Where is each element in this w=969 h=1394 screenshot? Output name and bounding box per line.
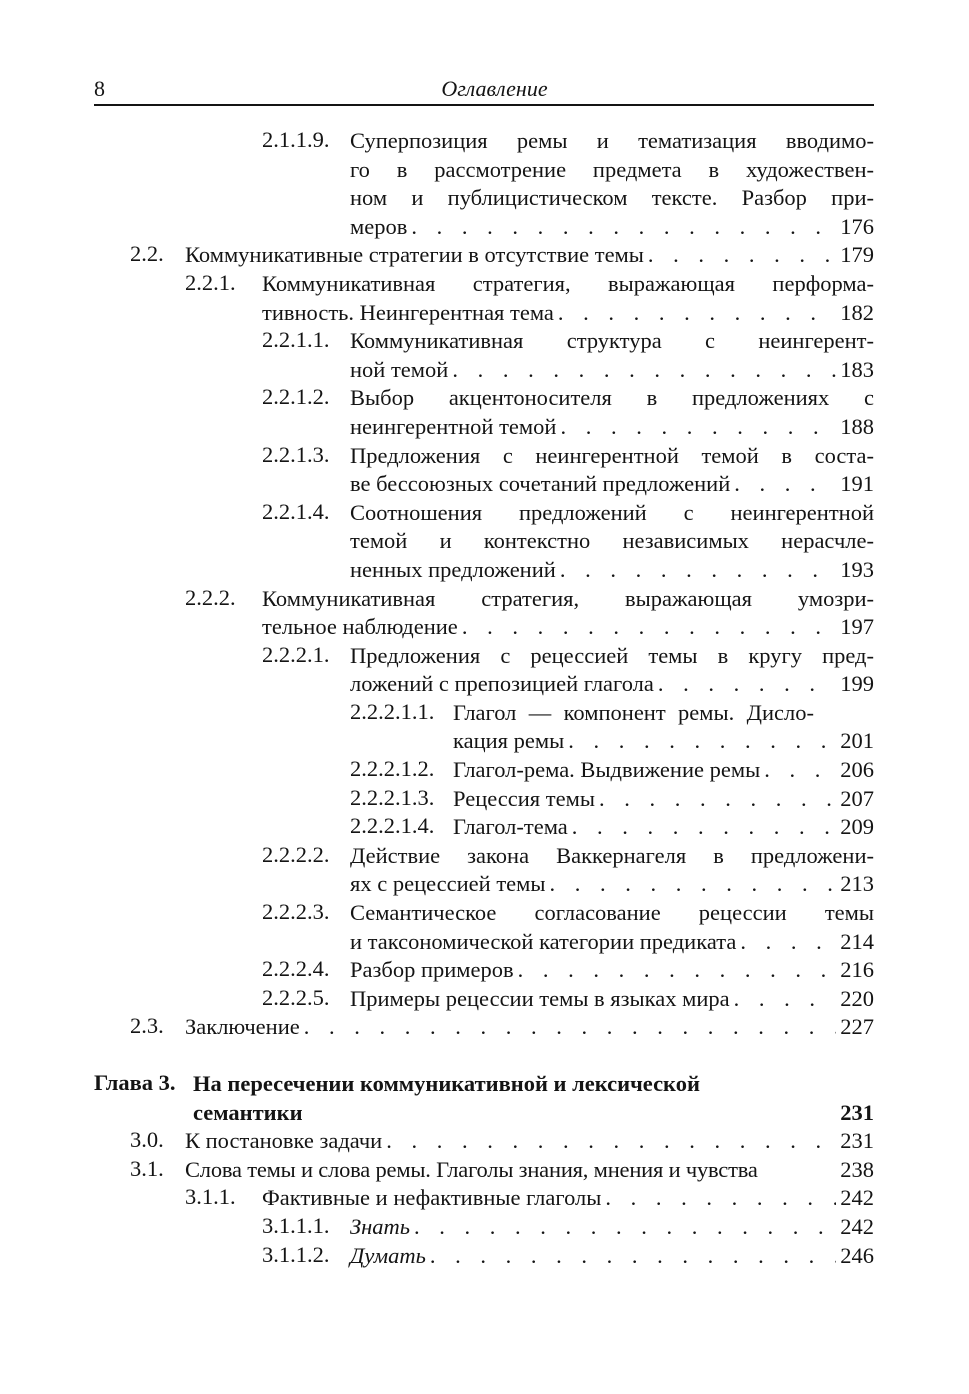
toc-entry-2-2-2-2 — [0, 842, 969, 899]
toc-page-number: 191 — [840, 471, 874, 497]
toc-entry-last-line — [185, 1013, 874, 1042]
dot-leader — [462, 613, 836, 642]
toc-entry-text: Глагол-рема. Выдвижение ремы — [453, 757, 761, 783]
toc-entry-text-line: Глагол — компонент ремы. Дисло- — [453, 699, 814, 725]
toc-entry-last-line — [350, 928, 874, 957]
toc-entry-number: 2.2.2.5. — [262, 984, 330, 1010]
toc-entry-text-line: Предложения с неингерентной темой в соста- — [350, 442, 874, 468]
toc-entry-number: 3.1.1.2. — [262, 1241, 330, 1267]
toc-entry-number: 2.2.1.3. — [262, 441, 330, 467]
dot-leader — [648, 241, 836, 270]
toc-entry-last-line — [350, 356, 874, 385]
toc-entry-text: ложений с препозицией глагола — [350, 671, 654, 697]
toc-entry-2-2-2-5 — [0, 985, 969, 1014]
dot-leader — [558, 299, 836, 328]
toc-entry-3-1-1-2 — [0, 1242, 969, 1271]
toc-entry-text: Знать — [350, 1213, 411, 1239]
toc-page-number: 206 — [840, 757, 874, 783]
toc-page-number: 188 — [840, 413, 874, 439]
toc-entry-text-line: ном и публицистическом тексте. Разбор при- — [350, 185, 874, 211]
toc-entry-number: 3.1.1.1. — [262, 1212, 330, 1238]
toc-entry-number: 2.2.2.1. — [262, 641, 330, 667]
toc-entry-number: 2.2.2.1.1. — [350, 698, 435, 724]
toc-entry-number: 2.2.2.4. — [262, 956, 330, 982]
toc-entry-2-2-1 — [0, 270, 969, 327]
toc-page-number: 199 — [840, 671, 874, 697]
toc-entry-text: Разбор примеров — [350, 957, 514, 983]
toc-entry-number: 2.2.2.3. — [262, 899, 330, 925]
toc-entry-text: Фактивные и нефактивные глаголы — [262, 1185, 602, 1211]
dot-leader — [658, 670, 836, 699]
toc-entry-last-line — [350, 556, 874, 585]
toc-entry-2-2-1-2 — [0, 384, 969, 441]
toc-page-number: 179 — [840, 242, 874, 268]
toc-entry-number: 2.2.2.2. — [262, 841, 330, 867]
toc-entry-3-1 — [0, 1156, 969, 1185]
toc-entry-2-1-1-9 — [0, 127, 969, 241]
toc-entry-2-2-2 — [0, 585, 969, 642]
toc-entry-last-line — [350, 956, 874, 985]
toc-entry-last-line — [453, 727, 874, 756]
toc-entry-text-line: темой и контекстно независимых нерасчле- — [350, 528, 874, 554]
dot-leader — [560, 556, 836, 585]
toc-page-number: 182 — [840, 299, 874, 325]
table-of-contents — [0, 127, 969, 1270]
dot-leader — [572, 813, 836, 842]
toc-entry-last-line — [350, 1213, 874, 1242]
dot-leader — [550, 870, 837, 899]
dot-leader — [568, 727, 836, 756]
toc-entry-number: 2.2.2. — [185, 584, 236, 610]
toc-entry-last-line — [350, 870, 874, 899]
toc-page-number: 220 — [840, 985, 874, 1011]
chapter-title-line: На пересечении коммуникативной и лексической — [193, 1071, 700, 1096]
toc-page-number: 209 — [840, 814, 874, 840]
toc-page-number: 197 — [840, 614, 874, 640]
toc-entry-2-3 — [0, 1013, 969, 1042]
dot-leader — [452, 356, 836, 385]
toc-entry-2-2 — [0, 241, 969, 270]
toc-page-number: 183 — [840, 356, 874, 382]
toc-entry-number: 2.2.1.2. — [262, 384, 330, 410]
chapter-title-last-line — [193, 1099, 874, 1128]
dot-leader — [386, 1127, 836, 1156]
toc-entry-last-line — [453, 813, 874, 842]
toc-page-number: 207 — [840, 785, 874, 811]
dot-leader — [734, 985, 837, 1014]
toc-page-number: 214 — [840, 928, 874, 954]
toc-entry-text-line: го в рассмотрение предмета в художествен- — [350, 156, 874, 182]
dot-leader — [304, 1013, 837, 1042]
toc-page-number: 201 — [840, 728, 874, 754]
toc-entry-last-line — [453, 756, 874, 785]
toc-entry-3-1-1 — [0, 1184, 969, 1213]
toc-entry-text-line: Коммуникативная стратегия, выражающая перформа- — [262, 270, 874, 296]
chapter-page-number: 231 — [840, 1099, 874, 1125]
chapter-title-text: семантики — [193, 1099, 303, 1125]
toc-entry-text-line: Соотношения предложений с неингерентной — [350, 499, 874, 525]
toc-entry-3-1-1-1 — [0, 1213, 969, 1242]
toc-entry-2-2-2-1-4 — [0, 813, 969, 842]
toc-entry-last-line — [350, 670, 874, 699]
toc-entry-2-2-2-1-1 — [0, 699, 969, 756]
dot-leader — [740, 928, 836, 957]
toc-page-number: 193 — [840, 556, 874, 582]
toc-entry-number: 2.2.1.1. — [262, 327, 330, 353]
toc-entry-text: ях с рецессией темы — [350, 871, 546, 897]
toc-entry-text-line: Семантическое согласование рецессии темы — [350, 900, 874, 926]
toc-entry-last-line — [350, 413, 874, 442]
toc-entry-2-2-2-1 — [0, 642, 969, 699]
toc-page-number: 238 — [840, 1156, 874, 1182]
dot-leader — [430, 1242, 836, 1271]
toc-entry-text: Глагол-тема — [453, 814, 568, 840]
section-gap — [0, 1042, 969, 1070]
dot-leader — [734, 470, 836, 499]
toc-entry-last-line — [262, 613, 874, 642]
toc-entry-text: Заключение — [185, 1014, 300, 1040]
toc-entry-2-2-2-4 — [0, 956, 969, 985]
toc-entry-text-line: Суперпозиция ремы и тематизация вводимо- — [350, 128, 874, 153]
chapter-label: Глава 3. — [94, 1070, 176, 1095]
toc-entry-text: тельное наблюдение — [262, 614, 458, 640]
toc-page-number: 231 — [840, 1128, 874, 1154]
dot-leader — [605, 1184, 836, 1213]
toc-entry-last-line — [185, 241, 874, 270]
toc-entry-number: 2.2.2.1.2. — [350, 756, 435, 782]
toc-entry-text-line: Выбор акцентоносителя в предложениях с — [350, 385, 874, 411]
toc-entry-number: 2.2.1.4. — [262, 498, 330, 524]
toc-entry-number: 2.2.2.1.3. — [350, 784, 435, 810]
toc-page-number: 242 — [840, 1185, 874, 1211]
toc-entry-text-line: Коммуникативная структура с неингерент- — [350, 328, 874, 354]
toc-entry-number: 3.1. — [130, 1155, 164, 1181]
dot-leader — [411, 213, 836, 242]
page-number: 8 — [94, 76, 105, 101]
toc-entry-text: и таксономической категории предиката — [350, 928, 737, 954]
toc-entry-text: кация ремы — [453, 728, 565, 754]
toc-entry-last-line — [185, 1156, 874, 1185]
toc-entry-text: ве бессоюзных сочетаний предложений — [350, 471, 731, 497]
toc-entry-number: 2.1.1.9. — [262, 127, 330, 152]
toc-page-number: 242 — [840, 1213, 874, 1239]
toc-entry-text: тивность. Неингерентная тема — [262, 299, 554, 325]
toc-entry-2-2-2-3 — [0, 899, 969, 956]
toc-page-number: 227 — [840, 1014, 874, 1040]
toc-entry-text: К постановке задачи — [185, 1128, 383, 1154]
dot-leader — [414, 1213, 836, 1242]
toc-entry-text-line: Действие закона Ваккернагеля в предложени- — [350, 842, 874, 868]
toc-entry-text: неингерентной темой — [350, 413, 557, 439]
toc-entry-2-2-1-3 — [0, 442, 969, 499]
toc-entry-number: 2.2. — [130, 241, 164, 267]
toc-entry-text: Коммуникативные стратегии в отсутствие темы — [185, 242, 644, 268]
toc-entry-last-line — [262, 1184, 874, 1213]
toc-entry-number: 2.2.1. — [185, 269, 236, 295]
toc-page-number: 216 — [840, 957, 874, 983]
toc-entry-text: Думать — [350, 1242, 426, 1268]
toc-entry-number: 2.3. — [130, 1013, 164, 1039]
toc-entry-text: Примеры рецессии темы в языках мира — [350, 985, 730, 1011]
dot-leader — [560, 413, 836, 442]
toc-page-number: 176 — [840, 213, 874, 239]
toc-entry-text: меров — [350, 213, 408, 239]
dot-leader — [764, 756, 836, 785]
toc-entry-last-line — [350, 470, 874, 499]
toc-page-number: 246 — [840, 1242, 874, 1268]
dot-leader — [518, 956, 837, 985]
toc-entry-2-2-2-1-3 — [0, 785, 969, 814]
toc-entry-last-line — [453, 785, 874, 814]
toc-entry-last-line — [350, 985, 874, 1014]
toc-entry-last-line — [262, 299, 874, 328]
toc-page-number: 213 — [840, 871, 874, 897]
toc-entry-number: 2.2.2.1.4. — [350, 813, 435, 839]
toc-entry-2-2-1-1 — [0, 327, 969, 384]
toc-entry-text-line: Коммуникативная стратегия, выражающая умозри- — [262, 585, 874, 611]
toc-entry-text: ненных предложений — [350, 556, 556, 582]
toc-entry-text: Слова темы и слова ремы. Глаголы знания, мнения и чувства — [185, 1156, 758, 1182]
toc-entry-last-line — [350, 1242, 874, 1271]
toc-entry-text: Рецессия темы — [453, 785, 595, 811]
toc-entry-last-line — [185, 1127, 874, 1156]
toc-entry-2-2-1-4 — [0, 499, 969, 585]
toc-chapter-3 — [0, 1070, 969, 1127]
toc-entry-text-line: Предложения с рецессией темы в кругу пред- — [350, 642, 874, 668]
toc-entry-3-0 — [0, 1127, 969, 1156]
dot-leader — [599, 785, 836, 814]
toc-entry-last-line — [350, 213, 874, 242]
header-rule — [94, 104, 874, 106]
toc-entry-text: ной темой — [350, 356, 449, 382]
toc-entry-number: 3.0. — [130, 1127, 164, 1153]
toc-entry-2-2-2-1-2 — [0, 756, 969, 785]
running-header-title: Оглавление — [441, 76, 548, 101]
toc-entry-number: 3.1.1. — [185, 1184, 236, 1210]
